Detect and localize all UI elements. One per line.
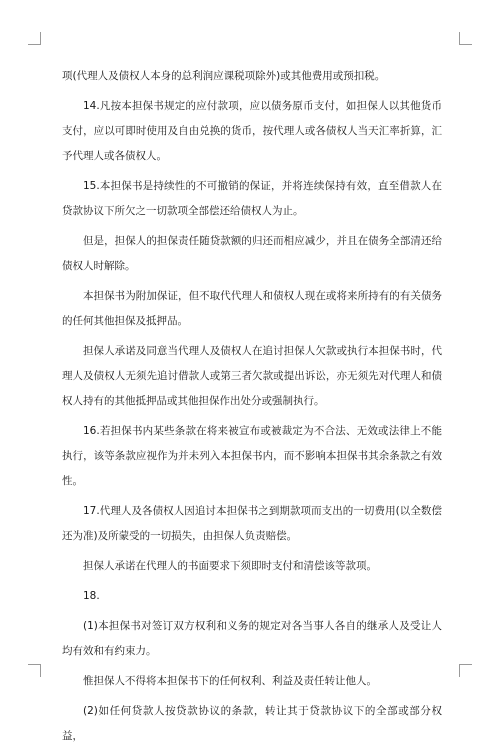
paragraph-13: (2)如任何贷款人按贷款协议的条款，转让其于贷款协议下的全部或部分权益， — [62, 705, 442, 742]
paragraph-3: 15.本担保书是持续性的不可撤销的保证，并将连续保持有效，直至借款人在贷款协议下所欠之一切款项全部偿还给债权人为止。 — [62, 180, 442, 217]
paragraph-2: 14.凡按本担保书规定的应付款项，应以债务原币支付，如担保人以其他货币支付，应以可即时使用及自由兑换的货币，按代理人或各债权人当天汇率折算，汇予代理人或各债权人。 — [62, 100, 442, 162]
paragraph-8: 17.代理人及各债权人因追讨本担保书之到期款项而支出的一切费用(以全数偿还为准)及所蒙受的一切损失，由担保人负责赔偿。 — [62, 505, 442, 542]
paragraph-4: 但是，担保人的担保责任随贷款额的归还而相应减少，并且在债务全部清还给债权人时解除。 — [62, 235, 442, 272]
crop-mark-bottom-right — [459, 664, 472, 677]
paragraph-10: 18. — [83, 590, 100, 602]
document-body — [62, 64, 442, 754]
paragraph-11: (1)本担保书对签订双方权利和义务的规定对各当事人各自的继承人及受让人均有效和有约束力。 — [62, 620, 442, 657]
paragraph-7: 16.若担保书内某些条款在将来被宣布或被裁定为不合法、无效或法律上不能执行，该等条款应视作为并未列入本担保书内，而不影响本担保书其余条款之有效性。 — [62, 425, 442, 487]
paragraph-6: 担保人承诺及同意当代理人及债权人在追讨担保人欠款或执行本担保书时，代理人及债权人无须先追讨借款人或第三者欠款或提出诉讼，亦无须先对代理人和债权人持有的其他抵押品或其他担保作出处分或强制执行。 — [62, 345, 442, 407]
paragraph-12: 惟担保人不得将本担保书下的任何权利、利益及责任转让他人。 — [83, 675, 377, 687]
paragraph-5: 本担保书为附加保证，但不取代代理人和债权人现在或将来所持有的有关债务的任何其他担保及抵押品。 — [62, 290, 442, 327]
paragraph-1: 项(代理人及债权人本身的总利润应课税项除外)或其他费用或预扣税。 — [62, 70, 386, 82]
crop-mark-bottom-left — [28, 664, 41, 677]
crop-mark-top-right — [459, 32, 472, 45]
crop-mark-top-left — [28, 32, 41, 45]
paragraph-9: 担保人承诺在代理人的书面要求下须即时支付和清偿该等款项。 — [83, 560, 377, 572]
